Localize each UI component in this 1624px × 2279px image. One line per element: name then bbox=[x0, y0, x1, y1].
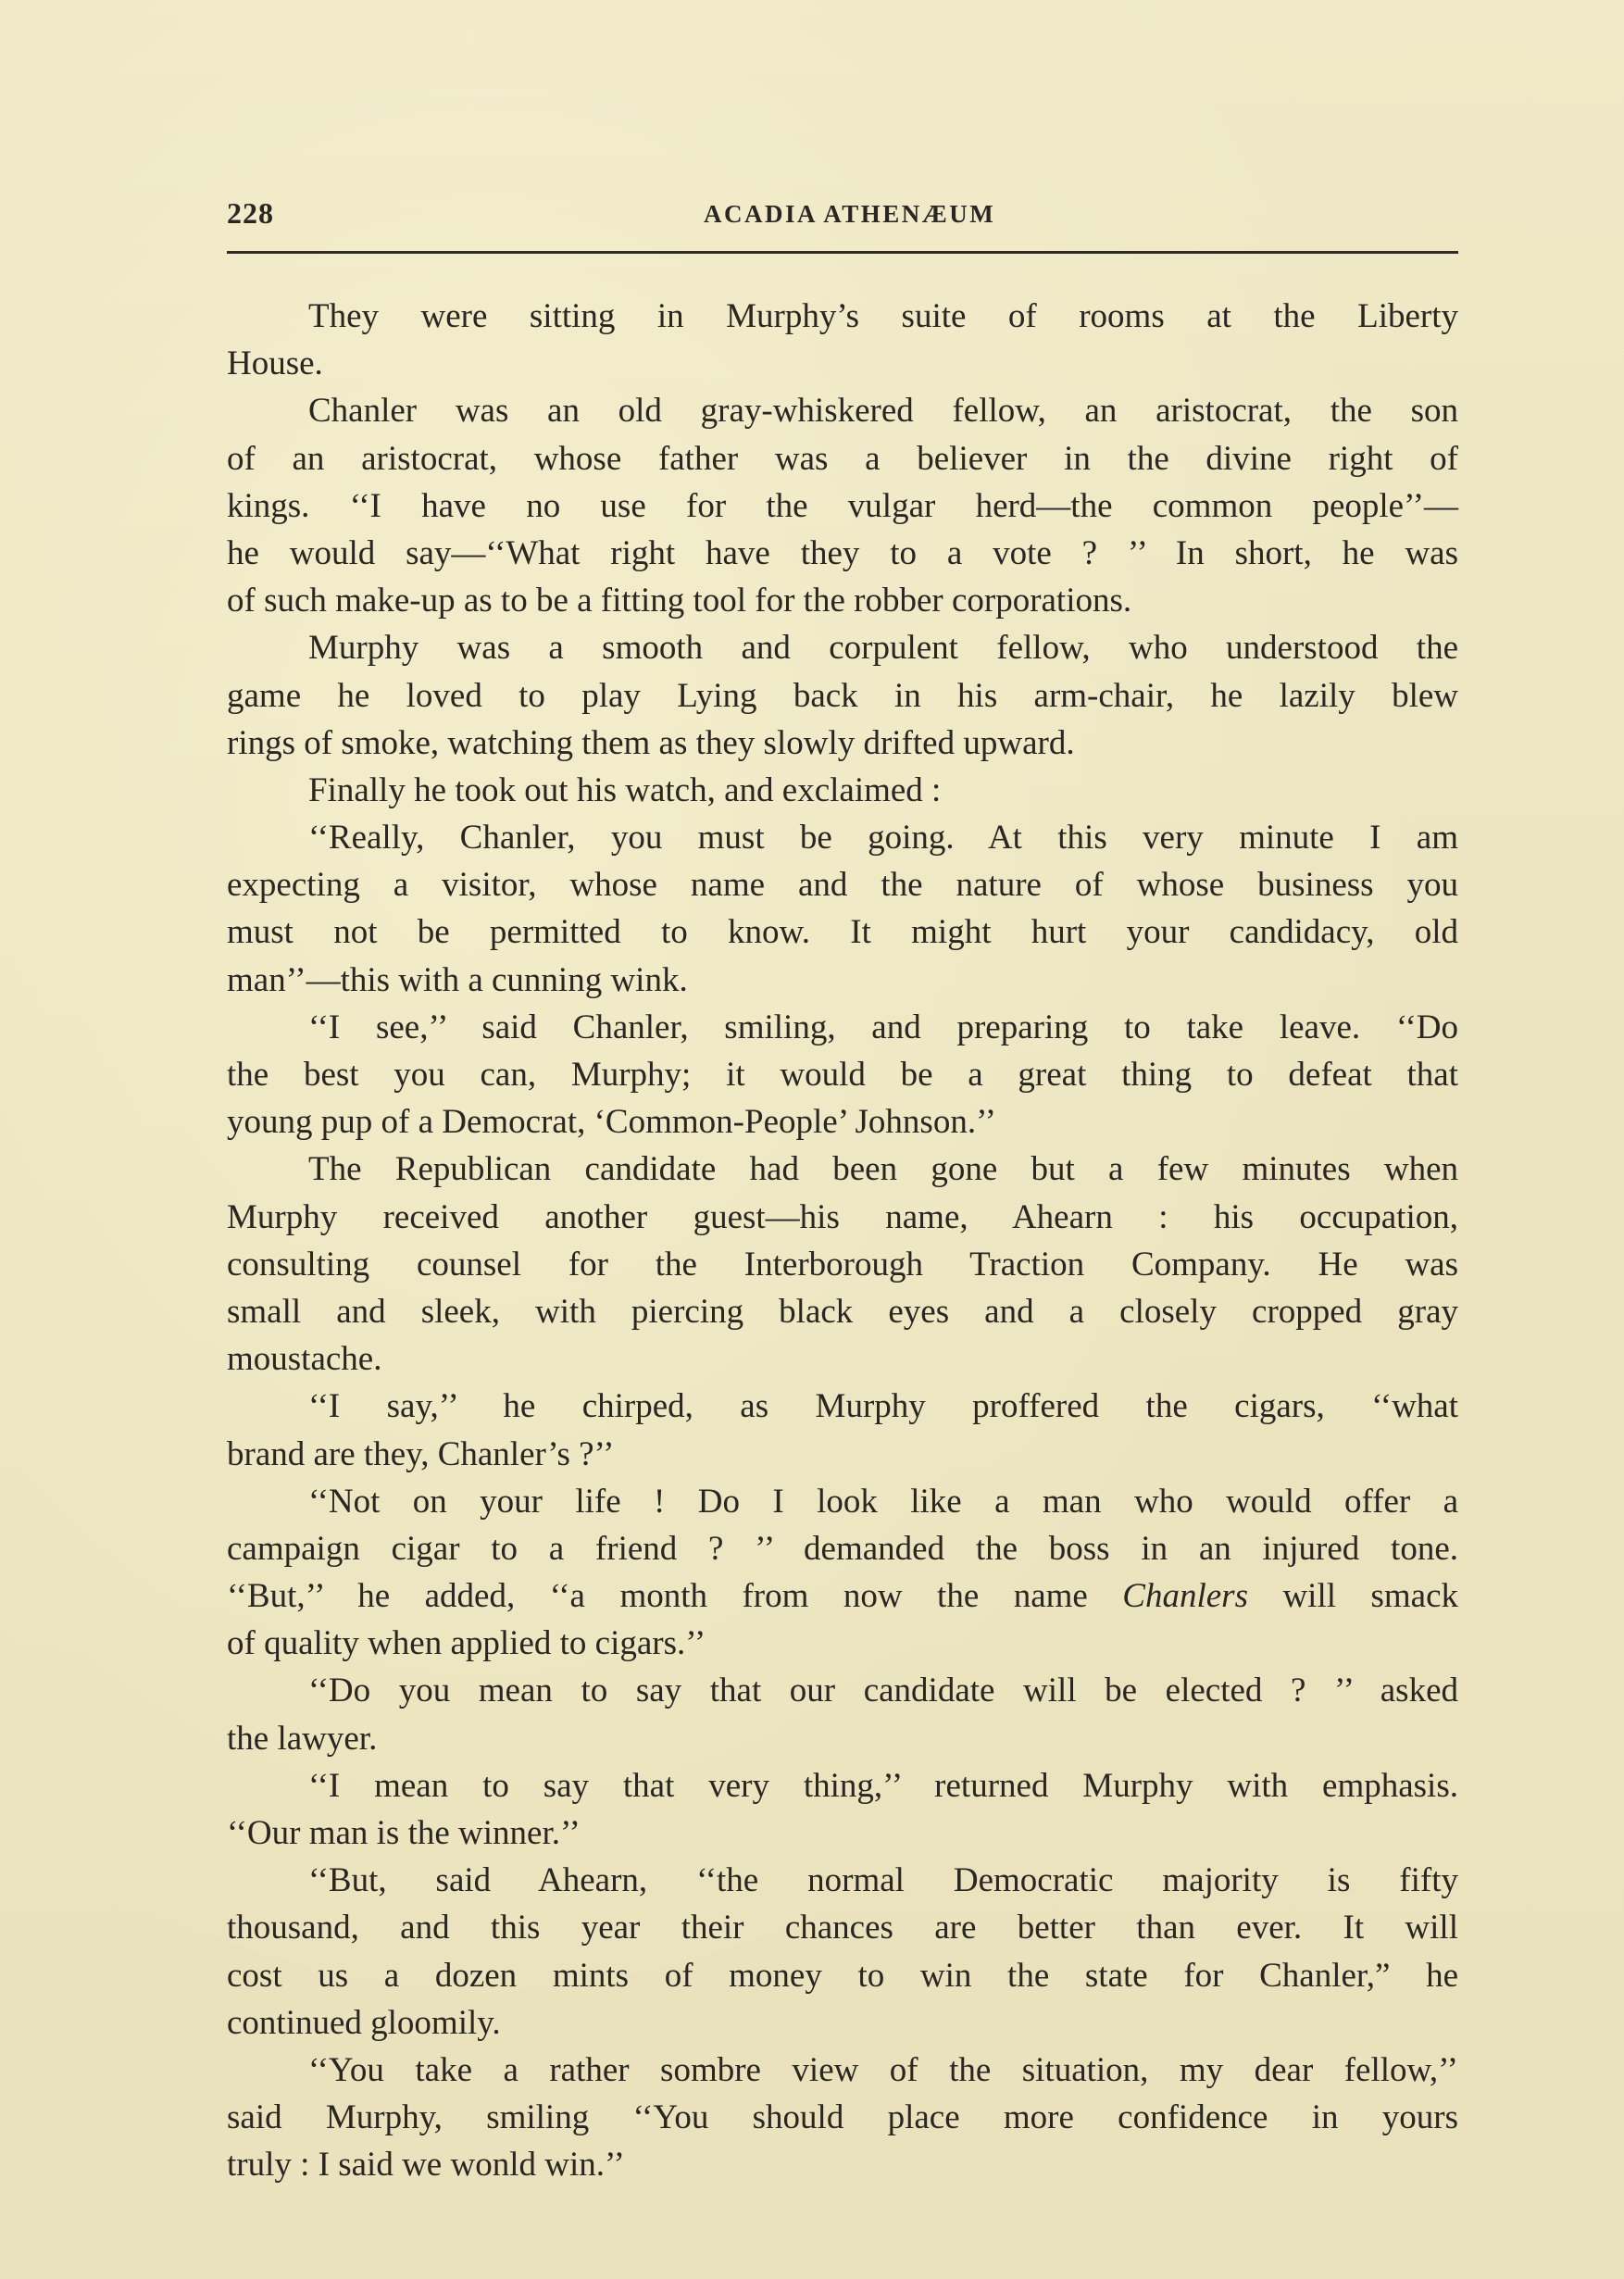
text-line: consulting counsel for the Interborough Traction Company. He was bbox=[227, 1245, 1458, 1284]
text-line: continued gloomily. bbox=[227, 2003, 501, 2042]
header-rule bbox=[227, 251, 1458, 254]
text-line: thousand, and this year their chances are better than ever. It will bbox=[227, 1909, 1458, 1947]
text-line: rings of smoke, watching them as they slowly drifted upward. bbox=[227, 723, 1075, 762]
text-line: expecting a visitor, whose name and the nature of whose business you bbox=[227, 866, 1458, 905]
text-line: House. bbox=[227, 344, 323, 383]
text-line: They were sitting in Murphy’s suite of rooms at the Liberty bbox=[308, 297, 1458, 335]
text-line: ‘‘Really, Chanler, you must be going. At this very minute I am bbox=[308, 819, 1458, 858]
text-segment: ‘‘But,’’ he added, ‘‘a month from now the name bbox=[227, 1577, 1123, 1616]
italic-text: Chanlers bbox=[1122, 1577, 1248, 1616]
text-line: ‘‘But, said Ahearn, ‘‘the normal Democratic majority is fifty bbox=[308, 1861, 1458, 1900]
text-line: truly : I said we wonld win.’’ bbox=[227, 2146, 625, 2185]
text-line: man’’—this with a cunning wink. bbox=[227, 960, 688, 999]
text-line: cost us a dozen mints of money to win the state for Chanler,” he bbox=[227, 1956, 1458, 1995]
text-line: moustache. bbox=[227, 1340, 382, 1379]
running-head bbox=[227, 196, 1458, 233]
text-segment: will smack bbox=[1247, 1577, 1458, 1616]
text-line bbox=[227, 1572, 1458, 1620]
text-line: brand are they, Chanler’s ?’’ bbox=[227, 1434, 615, 1473]
text-line: ‘‘Our man is the winner.’’ bbox=[227, 1814, 581, 1852]
text-line: must not be permitted to know. It might hurt your candidacy, old bbox=[227, 913, 1458, 952]
text-line: ‘‘You take a rather sombre view of the situation, my dear fellow,’’ bbox=[308, 2050, 1458, 2089]
text-line: ‘‘I say,’’ he chirped, as Murphy proffered the cigars, ‘‘what bbox=[308, 1387, 1458, 1426]
text-line: ‘‘I see,’’ said Chanler, smiling, and preparing to take leave. ‘‘Do bbox=[308, 1008, 1458, 1046]
text-line: Murphy received another guest—his name, Ahearn : his occupation, bbox=[227, 1197, 1458, 1236]
text-line: young pup of a Democrat, ‘Common-People’ Johnson.’’ bbox=[227, 1103, 996, 1142]
text-line: ‘‘Do you mean to say that our candidate will be elected ? ’’ asked bbox=[308, 1672, 1458, 1710]
journal-title: ACADIA ATHENÆUM bbox=[704, 200, 996, 228]
text-line: of an aristocrat, whose father was a believer in the divine right of bbox=[227, 439, 1458, 478]
text-line: he would say—‘‘What right have they to a vote ? ’’ In short, he was bbox=[227, 533, 1458, 572]
text-line: ‘‘I mean to say that very thing,’’ returned Murphy with emphasis. bbox=[308, 1766, 1458, 1805]
text-line: Finally he took out his watch, and exclaimed : bbox=[308, 770, 942, 809]
text-line: of such make-up as to be a fitting tool for the robber corporations. bbox=[227, 582, 1132, 620]
text-line: the lawyer. bbox=[227, 1719, 378, 1758]
text-line: ‘‘Not on your life ! Do I look like a man who would offer a bbox=[308, 1482, 1458, 1521]
text-line: said Murphy, smiling ‘‘You should place more confidence in yours bbox=[227, 2098, 1458, 2137]
text-line: game he loved to play Lying back in his arm-chair, he lazily blew bbox=[227, 676, 1458, 715]
text-line: Murphy was a smooth and corpulent fellow, who understood the bbox=[308, 629, 1458, 668]
page-number: 228 bbox=[227, 196, 274, 230]
text-line: Chanler was an old gray-whiskered fellow, an aristocrat, the son bbox=[308, 392, 1458, 431]
text-line: the best you can, Murphy; it would be a great thing to defeat that bbox=[227, 1056, 1458, 1094]
body-text bbox=[227, 293, 1458, 2189]
text-line: The Republican candidate had been gone but a few minutes when bbox=[308, 1150, 1458, 1189]
text-line: small and sleek, with piercing black eyes and a closely cropped gray bbox=[227, 1292, 1458, 1331]
text-line: kings. ‘‘I have no use for the vulgar herd—the common people’’— bbox=[227, 486, 1458, 525]
text-line: campaign cigar to a friend ? ’’ demanded the boss in an injured tone. bbox=[227, 1529, 1458, 1568]
text-line: of quality when applied to cigars.’’ bbox=[227, 1624, 706, 1663]
